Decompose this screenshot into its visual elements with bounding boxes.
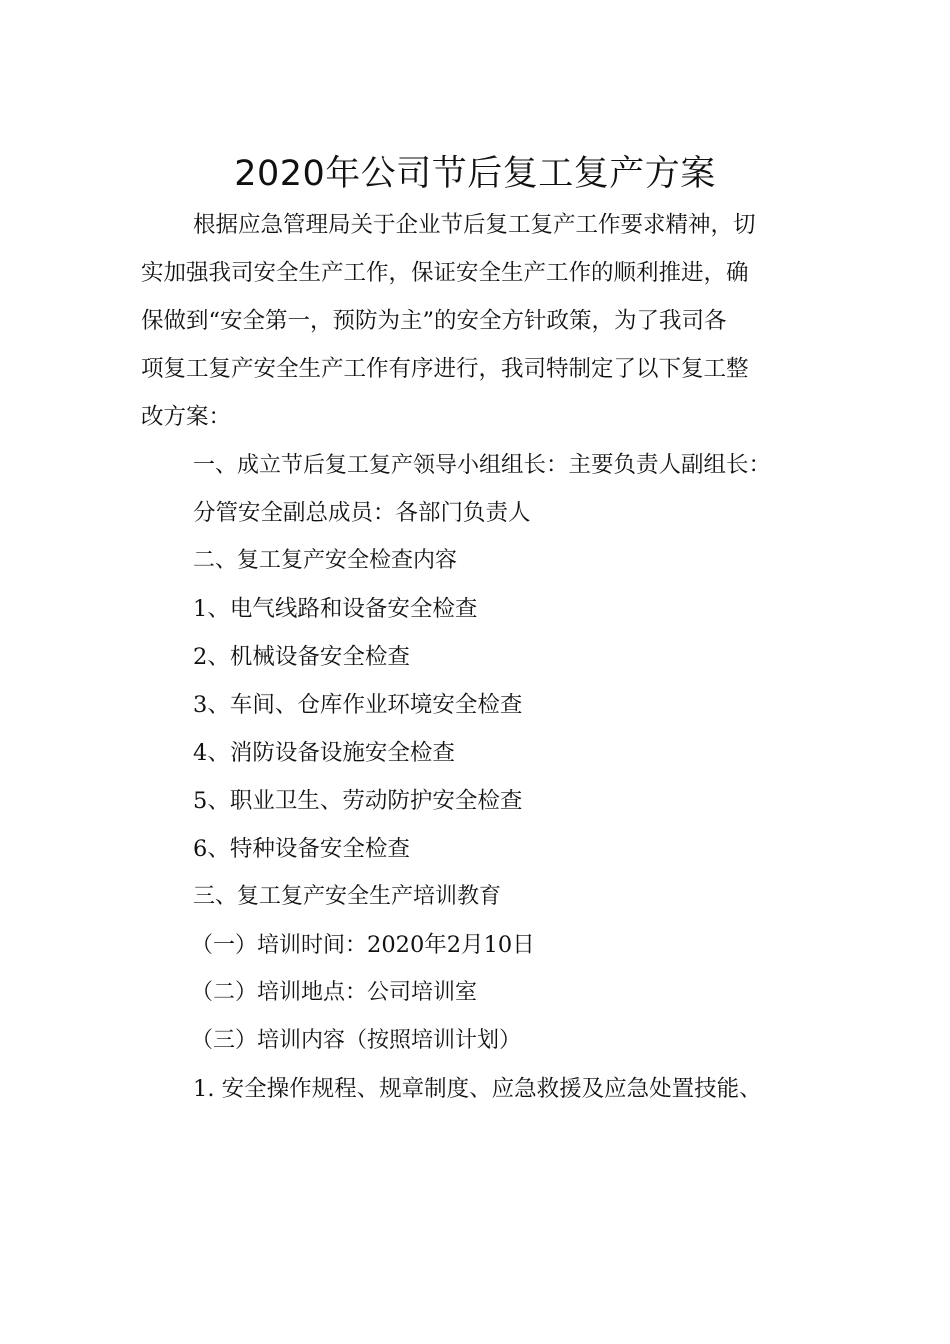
section-1-heading: 一、成立节后复工复产领导小组 xyxy=(193,453,502,478)
training-place: （二）培训地点：公司培训室 xyxy=(191,980,478,1005)
section-1-inline-text: 组长：主要负责人副组长： xyxy=(501,452,772,478)
check-item: 4、消防设备设施安全检查 xyxy=(193,740,455,766)
check-item: 3、车间、仓库作业环境安全检查 xyxy=(193,692,523,718)
section-3-heading: 三、复工复产安全生产培训教育 xyxy=(193,884,502,909)
intro-line: 改方案： xyxy=(141,404,232,430)
section-2-heading: 二、复工复产安全检查内容 xyxy=(193,548,458,573)
document-title: 2020年公司节后复工复产方案 xyxy=(234,154,716,194)
check-item: 6、特种设备安全检查 xyxy=(193,836,410,862)
training-time-value: 2020年2月10日 xyxy=(367,932,535,958)
section-1-heading-row xyxy=(141,441,841,489)
intro-line: 根据应急管理局关于企业节后复工复产工作要求精神，切 xyxy=(193,212,756,238)
training-time-row xyxy=(141,921,841,969)
intro-line: 保做到“安全第一，预防为主”的安全方针政策，为了我司各 xyxy=(141,308,727,334)
check-item: 5、职业卫生、劳动防护安全检查 xyxy=(193,788,523,814)
check-item: 2、机械设备安全检查 xyxy=(193,644,410,670)
section-1-continuation: 分管安全副总成员：各部门负责人 xyxy=(193,500,531,526)
document-body xyxy=(141,441,841,1113)
intro-line: 项复工复产安全生产工作有序进行，我司特制定了以下复工整 xyxy=(141,356,749,382)
training-item: 1. 安全操作规程、规章制度、应急救援及应急处置技能、 xyxy=(193,1076,762,1102)
intro-paragraph xyxy=(141,201,831,441)
check-item: 1、电气线路和设备安全检查 xyxy=(193,596,478,622)
training-content: （三）培训内容（按照培训计划） xyxy=(191,1028,522,1053)
intro-line: 实加强我司安全生产工作，保证安全生产工作的顺利推进，确 xyxy=(141,260,749,286)
training-time-label: （一）培训时间： xyxy=(191,933,368,958)
